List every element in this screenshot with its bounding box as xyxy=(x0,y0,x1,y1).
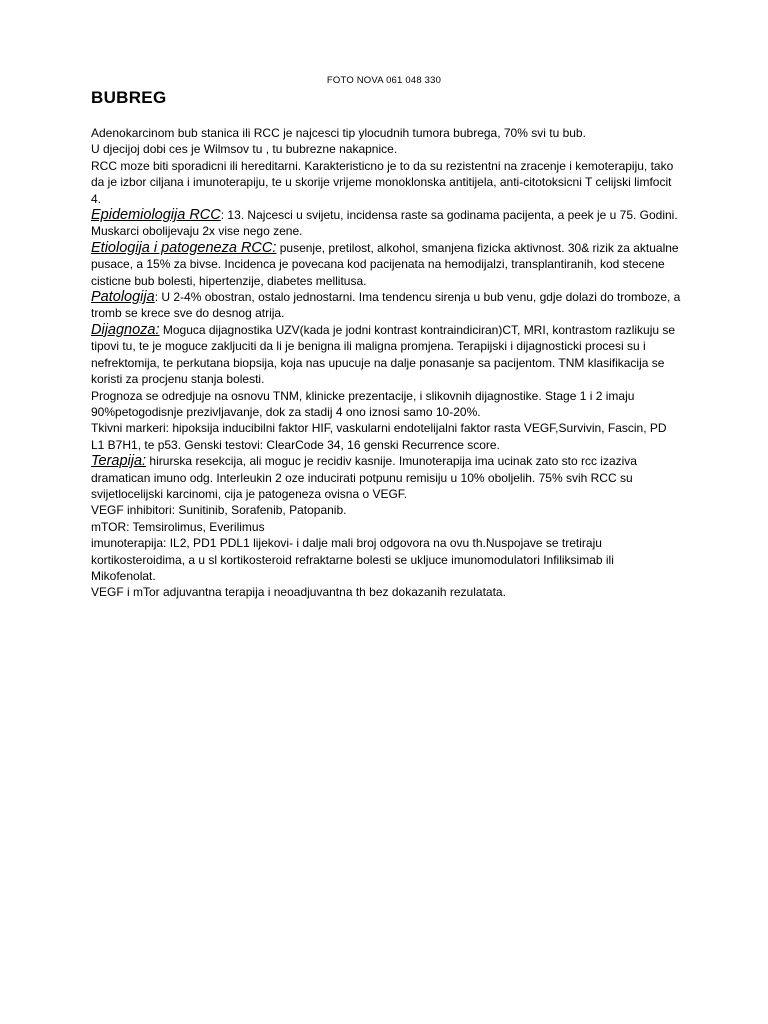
etiology-text: pusenje, pretilost, alkohol, smanjena fizicka aktivnost. 30& rizik za aktualne pusace, a 15% za bivse. Incidencа je povecana kod pacijenata na hemodijalzi, transplantiranih, kod stecene cisticne bub bolesti, hipertenzije, diabetes mellitusa. xyxy=(91,240,679,288)
epidemiology-section xyxy=(91,207,681,240)
pathology-section xyxy=(91,289,681,322)
header-note: FOTO NOVA 061 048 330 xyxy=(326,75,442,86)
intro-paragraph-1: Adenokarcinom bub stanica ili RCC je najcesci tip ylocudnih tumora bubrega, 70% svi tu bub. xyxy=(91,126,586,140)
epidemiology-text: : 13. Najcesci u svijetu, incidensa raste sa godinama pacijenta, a peek je u 75. Godini. Muskarci obolijevaju 2x vise nego zene. xyxy=(91,208,678,239)
pathology-text: : U 2-4% obostran, ostalo jednostarni. Ima tendencu sirenja u bub venu, gdje dolazi do tromboze, a tromb se krece sve do desnog atrija. xyxy=(91,290,681,321)
etiology-heading: Etiologija i patogeneza RCC: xyxy=(91,239,277,256)
diagnosis-text: Moguca dijagnostika UZV(kada je jodni kontrast kontraindiciran)CT, MRI, kontrastom razlikuju se tipovi tu, te je moguce zakljuciti da li je benigna ili maligna promjena. Terapijski i dijagnosticki procesi su i nefrektomija, te perkutana biopsija, koja nas upucuje na dalje ponasanje sa pacijentom. TNM klasifikacija se koristi za procjenu stanja bolesti. xyxy=(91,322,676,387)
vegf-inhibitors-paragraph: VEGF inhibitori: Sunitinib, Sorafenib, Patopanib. xyxy=(91,503,347,518)
adjuvant-paragraph: VEGF i mTor adjuvantna terapija i neoadjuvantna th bez dokazanih rezulatata. xyxy=(91,585,506,600)
etiology-section xyxy=(91,240,681,289)
therapy-heading: Terapija: xyxy=(91,453,147,470)
mtor-paragraph: mTOR: Temsirolimus, Everilimus xyxy=(91,519,265,534)
epidemiology-heading: Epidemiologija RCC xyxy=(91,207,221,224)
intro-paragraph-2: U djecijoj dobi ces je Wilmsov tu , tu bubrezne nakapnice. xyxy=(91,142,398,157)
markers-paragraph: Tkivni markeri: hipoksija inducibilni faktor HIF, vaskularni endotelijalni faktor rasta VEGF,Survivin, Fascin, PD L1 B7H1, te p53. Genski testovi: ClearCode 34, 16 genski Recurrence score. xyxy=(91,421,667,452)
document-body xyxy=(91,125,681,601)
diagnosis-heading: Dijagnoza: xyxy=(91,321,160,338)
diagnosis-section xyxy=(91,322,681,388)
therapy-text: hirurska resekcija, ali moguc je recidiv kasnije. Imunoterapija ima ucinak zato sto rcc izaziva dramatican imuno odg. Interleukin 2 oze inducirati potpunu remisiju u 10% oboljelih. 75% svih RCC su svijetlocelijski karcinomi, cija je patogeneza ovisna o VEGF. xyxy=(91,454,637,501)
page-title: BUBREG xyxy=(91,88,167,107)
therapy-section xyxy=(91,453,681,502)
intro-paragraph-3: RCC moze biti sporadicni ili hereditarni. Karakteristicno je to da su rezistentni na zracenje i kemoterapiju, tako da je izbor ciljana i imunoterapiju, te u skorije vrijeme monoklonska antitijela, anti-citotoksicni T celijski limfocit 4. xyxy=(91,158,674,206)
immunotherapy-paragraph: imunoterapija: IL2, PD1 PDL1 lijekovi- i dalje mali broj odgovora na ovu th.Nuspojave se tretiraju kortikosteroidima, a u sl kortikosteroid refraktarne bolesti se ukljuce imunomodulatori Infiliksimab ili Mikofenolat. xyxy=(91,536,614,583)
prognosis-paragraph: Prognoza se odredjuje na osnovu TNM, klinicke prezentacije, i slikovnih dijagnostike. Stage 1 i 2 imaju 90%petogodisnje prezivljavanje, dok za stadij 4 ono iznosi samo 10-20%. xyxy=(91,388,635,419)
pathology-heading: Patologija xyxy=(91,289,155,306)
